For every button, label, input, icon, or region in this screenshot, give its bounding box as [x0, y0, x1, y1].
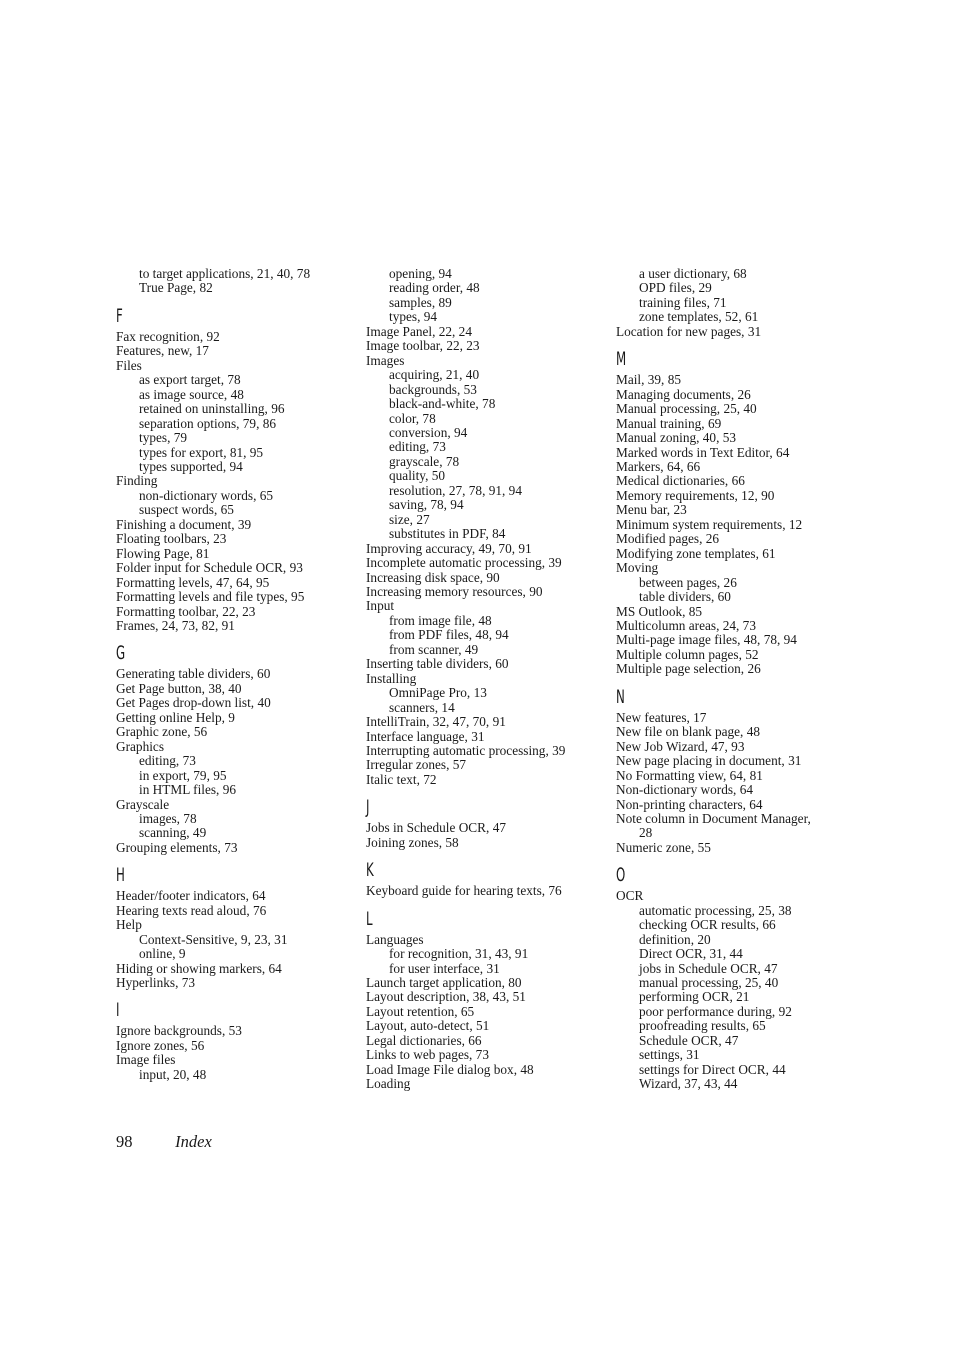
index-entry: Manual training, 69	[616, 415, 722, 431]
index-subentry: Context-Sensitive, 9, 23, 31	[139, 931, 288, 947]
section-letter: J	[366, 796, 370, 819]
index-subentry: settings, 31	[639, 1047, 700, 1063]
index-subentry: Wizard, 37, 43, 44	[639, 1076, 738, 1092]
index-entry: Jobs in Schedule OCR, 47	[366, 820, 506, 836]
index-entry: Graphic zone, 56	[116, 724, 208, 740]
index-entry: Help	[116, 917, 142, 933]
section-letter: F	[116, 304, 123, 327]
index-entry: Get Pages drop-down list, 40	[116, 695, 271, 711]
index-subentry: True Page, 82	[139, 280, 213, 296]
index-entry: Managing documents, 26	[616, 386, 751, 402]
index-entry: Grayscale	[116, 796, 170, 812]
index-entry: Multiple page selection, 26	[616, 661, 761, 677]
index-column-3	[616, 267, 856, 1092]
index-subentry: scanning, 49	[139, 825, 207, 841]
index-entry: Layout, auto-detect, 51	[366, 1018, 490, 1034]
index-entry: Get Page button, 38, 40	[116, 680, 242, 696]
index-subentry: scanners, 14	[389, 699, 455, 715]
index-entry: Formatting levels, 47, 64, 95	[116, 574, 270, 590]
index-subentry: retained on uninstalling, 96	[139, 401, 285, 417]
index-subentry: color, 78	[389, 410, 436, 426]
index-entry: Launch target application, 80	[366, 975, 522, 991]
index-entry: Languages	[366, 931, 424, 947]
index-entry: Interface language, 31	[366, 728, 485, 744]
index-entry: Note column in Document Manager,	[616, 810, 811, 826]
index-subentry: training files, 71	[639, 294, 727, 310]
index-subentry: editing, 73	[139, 753, 196, 769]
index-entry: Getting online Help, 9	[116, 709, 235, 725]
index-subentry: a user dictionary, 68	[639, 266, 747, 281]
index-entry: Links to web pages, 73	[366, 1047, 489, 1063]
index-subentry: Direct OCR, 31, 44	[639, 946, 743, 962]
index-entry: Multicolumn areas, 24, 73	[616, 617, 756, 633]
index-entry: Non-dictionary words, 64	[616, 782, 754, 798]
index-entry: Images	[366, 352, 405, 368]
index-entry: New page placing in document, 31	[616, 753, 802, 769]
index-entry: Moving	[616, 560, 659, 576]
index-column-2	[366, 267, 606, 1092]
index-subentry: in HTML files, 96	[139, 782, 237, 798]
index-subentry: resolution, 27, 78, 91, 94	[389, 482, 522, 498]
index-entry: Ignore zones, 56	[116, 1037, 205, 1053]
index-subentry: reading order, 48	[389, 280, 480, 296]
index-entry: Generating table dividers, 60	[116, 666, 271, 682]
index-subentry: OmniPage Pro, 13	[389, 685, 487, 701]
index-subentry: checking OCR results, 66	[639, 917, 776, 933]
index-subentry: types, 79	[139, 430, 188, 446]
index-entry: Mail, 39, 85	[616, 372, 682, 388]
index-subentry: from scanner, 49	[389, 641, 479, 657]
index-entry: New Job Wizard, 47, 93	[616, 738, 745, 754]
index-entry: Manual processing, 25, 40	[616, 401, 757, 417]
index-entry: Markers, 64, 66	[616, 458, 701, 474]
index-subentry: as image source, 48	[139, 386, 244, 402]
index-subentry: as export target, 78	[139, 372, 241, 388]
index-subentry: jobs in Schedule OCR, 47	[639, 960, 778, 976]
index-entry: Incomplete automatic processing, 39	[366, 555, 562, 571]
index-subentry: editing, 73	[389, 439, 446, 455]
index-entry: Finishing a document, 39	[116, 516, 252, 532]
index-entry: Header/footer indicators, 64	[116, 888, 266, 904]
index-subentry: table dividers, 60	[639, 589, 731, 605]
index-subentry: separation options, 79, 86	[139, 415, 277, 431]
index-entry: Folder input for Schedule OCR, 93	[116, 560, 303, 576]
index-subentry: suspect words, 65	[139, 502, 234, 518]
running-title: Index	[175, 1132, 212, 1151]
index-entry: Increasing memory resources, 90	[366, 583, 543, 599]
index-entry: Minimum system requirements, 12	[616, 516, 803, 532]
index-entry: Numeric zone, 55	[616, 839, 711, 855]
index-entry: Increasing disk space, 90	[366, 569, 500, 585]
index-subentry: size, 27	[389, 511, 430, 527]
index-subentry: definition, 20	[639, 931, 711, 947]
index-entry: New features, 17	[616, 709, 707, 725]
index-subentry: backgrounds, 53	[389, 381, 477, 397]
index-subentry: opening, 94	[389, 266, 452, 281]
index-entry: MS Outlook, 85	[616, 603, 703, 619]
index-entry: Formatting levels and file types, 95	[116, 589, 305, 605]
index-entry: Floating toolbars, 23	[116, 531, 227, 547]
index-entry: Hiding or showing markers, 64	[116, 960, 282, 976]
index-entry: Frames, 24, 73, 82, 91	[116, 617, 235, 633]
index-subentry: OPD files, 29	[639, 280, 712, 296]
section-letter: L	[366, 907, 373, 930]
index-entry: Hearing texts read aloud, 76	[116, 902, 267, 918]
index-subentry: manual processing, 25, 40	[639, 975, 779, 991]
index-column-1	[116, 267, 356, 1082]
index-subentry: automatic processing, 25, 38	[639, 902, 792, 918]
index-subentry: from PDF files, 48, 94	[389, 627, 509, 643]
index-entry: Layout description, 38, 43, 51	[366, 989, 526, 1005]
index-entry-continuation: 28	[639, 825, 653, 841]
index-entry: Multi-page image files, 48, 78, 94	[616, 632, 797, 648]
index-subentry: settings for Direct OCR, 44	[639, 1061, 786, 1077]
index-entry: Joining zones, 58	[366, 834, 459, 850]
index-entry: Flowing Page, 81	[116, 545, 210, 561]
section-letter: O	[616, 864, 626, 887]
index-entry: Memory requirements, 12, 90	[616, 487, 775, 503]
section-letter: I	[116, 999, 120, 1022]
section-letter: G	[116, 642, 126, 665]
index-subentry: images, 78	[139, 810, 197, 826]
index-entry: Menu bar, 23	[616, 502, 687, 518]
index-entry: Marked words in Text Editor, 64	[616, 444, 790, 460]
index-subentry: conversion, 94	[389, 424, 468, 440]
index-entry: Irregular zones, 57	[366, 757, 467, 773]
index-subentry: quality, 50	[389, 468, 446, 484]
index-entry: Fax recognition, 92	[116, 328, 220, 344]
index-entry: OCR	[616, 888, 644, 904]
index-subentry: for user interface, 31	[389, 960, 500, 976]
index-subentry: input, 20, 48	[139, 1066, 207, 1082]
index-entry: Multiple column pages, 52	[616, 646, 759, 662]
index-entry: Installing	[366, 670, 417, 686]
index-entry: Load Image File dialog box, 48	[366, 1061, 534, 1077]
index-entry: Input	[366, 598, 395, 614]
index-entry: New file on blank page, 48	[616, 724, 761, 740]
index-subentry: types supported, 94	[139, 458, 243, 474]
index-entry: Modified pages, 26	[616, 531, 720, 547]
index-subentry: black-and-white, 78	[389, 396, 496, 412]
index-subentry: grayscale, 78	[389, 453, 460, 469]
index-subentry: poor performance during, 92	[639, 1003, 792, 1019]
index-entry: Image toolbar, 22, 23	[366, 338, 480, 354]
index-entry: Grouping elements, 73	[116, 839, 238, 855]
index-subentry: types for export, 81, 95	[139, 444, 264, 460]
index-subentry: samples, 89	[389, 294, 452, 310]
index-subentry: online, 9	[139, 946, 186, 962]
index-entry: Non-printing characters, 64	[616, 796, 763, 812]
index-entry: Keyboard guide for hearing texts, 76	[366, 883, 562, 899]
section-letter: H	[116, 864, 125, 887]
index-entry: Finding	[116, 473, 158, 489]
index-entry: Image Panel, 22, 24	[366, 323, 472, 339]
index-entry: Improving accuracy, 49, 70, 91	[366, 540, 532, 556]
index-subentry: types, 94	[389, 309, 438, 325]
index-subentry: from image file, 48	[389, 612, 492, 628]
index-entry: IntelliTrain, 32, 47, 70, 91	[366, 714, 506, 730]
page-footer	[116, 1132, 212, 1152]
index-subentry: proofreading results, 65	[639, 1018, 766, 1034]
index-entry: Interrupting automatic processing, 39	[366, 742, 566, 758]
index-entry: Layout retention, 65	[366, 1003, 475, 1019]
index-entry: Modifying zone templates, 61	[616, 545, 776, 561]
index-entry: Image files	[116, 1052, 176, 1068]
section-letter: N	[616, 685, 625, 708]
index-entry: Location for new pages, 31	[616, 323, 762, 339]
index-subentry: between pages, 26	[639, 574, 737, 590]
index-entry: Manual zoning, 40, 53	[616, 430, 737, 446]
index-subentry: zone templates, 52, 61	[639, 309, 759, 325]
index-entry: Italic text, 72	[366, 771, 437, 787]
index-entry: Ignore backgrounds, 53	[116, 1023, 242, 1039]
index-subentry: substitutes in PDF, 84	[389, 526, 506, 542]
index-entry: Loading	[366, 1076, 411, 1092]
index-entry: Formatting toolbar, 22, 23	[116, 603, 256, 619]
index-entry: Medical dictionaries, 66	[616, 473, 745, 489]
index-subentry: performing OCR, 21	[639, 989, 750, 1005]
index-entry: Legal dictionaries, 66	[366, 1032, 482, 1048]
index-entry: Inserting table dividers, 60	[366, 656, 509, 672]
index-subentry: acquiring, 21, 40	[389, 367, 480, 383]
index-subentry: non-dictionary words, 65	[139, 487, 274, 503]
page-number: 98	[116, 1132, 133, 1151]
index-entry: Files	[116, 357, 142, 373]
section-letter: M	[616, 348, 627, 371]
index-entry: Hyperlinks, 73	[116, 975, 196, 991]
index-entry: Graphics	[116, 738, 164, 754]
index-subentry: to target applications, 21, 40, 78	[139, 266, 311, 281]
index-subentry: for recognition, 31, 43, 91	[389, 946, 529, 962]
index-subentry: in export, 79, 95	[139, 767, 227, 783]
index-entry: Features, new, 17	[116, 343, 209, 359]
index-subentry: Schedule OCR, 47	[639, 1032, 739, 1048]
section-letter: K	[366, 859, 374, 882]
index-entry: No Formatting view, 64, 81	[616, 767, 763, 783]
index-subentry: saving, 78, 94	[389, 497, 464, 513]
